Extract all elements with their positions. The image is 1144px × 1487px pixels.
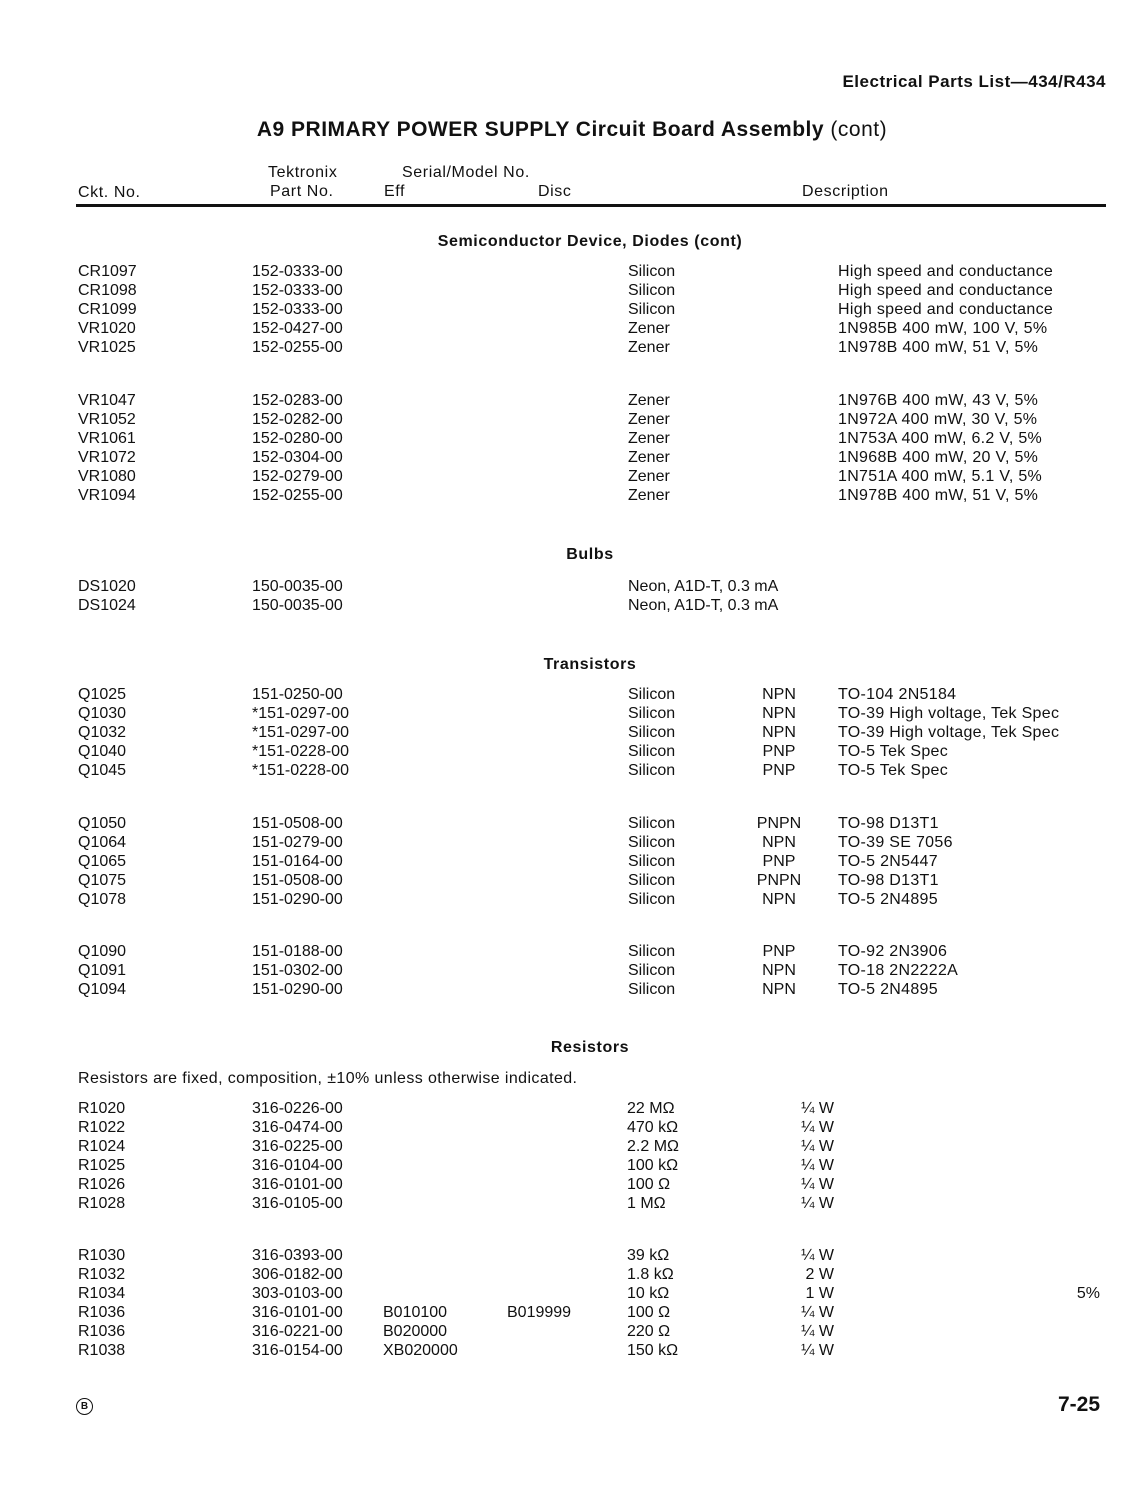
wattage: ¼ W — [801, 1247, 834, 1264]
part-no: 152-0333-00 — [252, 301, 343, 318]
part-no: 151-0508-00 — [252, 815, 343, 832]
serial-disc: B019999 — [507, 1304, 572, 1321]
value: 2.2 MΩ — [627, 1138, 679, 1155]
description: TO-5 Tek Spec — [838, 743, 949, 760]
type: Silicon — [628, 263, 676, 280]
ckt-no: Q1045 — [78, 762, 127, 779]
type: Zener — [628, 339, 670, 356]
col-serial-model: Serial/Model No. — [402, 164, 530, 181]
col-tektronix: Tektronix — [268, 164, 338, 181]
table-row — [0, 263, 1144, 282]
description: 1N968B 400 mW, 20 V, 5% — [838, 449, 1039, 466]
title-main: A9 PRIMARY POWER SUPPLY Circuit Board Assembly — [256, 118, 825, 141]
ckt-no: CR1097 — [78, 263, 137, 280]
table-row — [0, 962, 1144, 981]
description: TO-5 2N4895 — [838, 981, 938, 998]
table-row — [0, 1100, 1144, 1119]
table-row — [0, 724, 1144, 743]
description: TO-39 SE 7056 — [838, 834, 953, 851]
table-row — [0, 1304, 1144, 1323]
polarity: NPN — [762, 724, 796, 741]
tolerance: 5% — [1076, 1285, 1100, 1302]
value: 220 Ω — [627, 1323, 671, 1340]
part-no: 151-0290-00 — [252, 891, 343, 908]
part-no: 152-0282-00 — [252, 411, 343, 428]
page-number: 7-25 — [1057, 1393, 1100, 1416]
ckt-no: Q1075 — [78, 872, 127, 889]
part-no: 316-0101-00 — [252, 1176, 343, 1193]
table-row — [0, 872, 1144, 891]
value: 22 MΩ — [627, 1100, 675, 1117]
polarity: PNP — [762, 762, 796, 779]
table-row — [0, 762, 1144, 781]
ckt-no: VR1020 — [78, 320, 136, 337]
part-no: 151-0290-00 — [252, 981, 343, 998]
wattage: ¼ W — [801, 1138, 834, 1155]
type: Zener — [628, 449, 670, 466]
serial-eff: XB020000 — [383, 1342, 458, 1359]
ckt-no: DS1024 — [78, 597, 136, 614]
description: High speed and conductance — [838, 263, 1054, 280]
table-row — [0, 487, 1144, 506]
value: 150 kΩ — [627, 1342, 679, 1359]
part-no: 150-0035-00 — [252, 597, 343, 614]
ckt-no: Q1032 — [78, 724, 127, 741]
type: Zener — [628, 411, 670, 428]
table-row — [0, 1119, 1144, 1138]
section-transistors: Transistors — [543, 656, 637, 673]
section-diodes: Semiconductor Device, Diodes (cont) — [437, 233, 743, 250]
type: Zener — [628, 320, 670, 337]
col-description: Description — [802, 183, 889, 200]
header-rule — [76, 204, 1106, 207]
part-no: 152-0333-00 — [252, 263, 343, 280]
table-row — [0, 705, 1144, 724]
polarity: NPN — [762, 981, 796, 998]
type: Silicon — [628, 853, 676, 870]
ckt-no: R1030 — [78, 1247, 126, 1264]
ckt-no: R1026 — [78, 1176, 126, 1193]
part-no: 151-0250-00 — [252, 686, 343, 703]
part-no: 316-0393-00 — [252, 1247, 343, 1264]
description: 1N985B 400 mW, 100 V, 5% — [838, 320, 1048, 337]
ckt-no: R1020 — [78, 1100, 126, 1117]
value: 100 Ω — [627, 1176, 671, 1193]
ckt-no: R1038 — [78, 1342, 126, 1359]
ckt-no: R1036 — [78, 1304, 126, 1321]
table-row — [0, 1323, 1144, 1342]
wattage: ¼ W — [801, 1323, 834, 1340]
description: TO-18 2N2222A — [838, 962, 959, 979]
part-no: *151-0228-00 — [252, 743, 349, 760]
table-row — [0, 1285, 1144, 1304]
table-row — [0, 1157, 1144, 1176]
ckt-no: R1022 — [78, 1119, 126, 1136]
description: 1N753A 400 mW, 6.2 V, 5% — [838, 430, 1043, 447]
description: TO-5 2N4895 — [838, 891, 938, 908]
ckt-no: VR1061 — [78, 430, 136, 447]
ckt-no: Q1064 — [78, 834, 127, 851]
value: 1.8 kΩ — [627, 1266, 674, 1283]
ckt-no: Q1094 — [78, 981, 127, 998]
type: Zener — [628, 487, 670, 504]
wattage: 1 W — [805, 1285, 834, 1302]
polarity: PNPN — [756, 815, 802, 832]
polarity: PNPN — [756, 872, 802, 889]
description: TO-39 High voltage, Tek Spec — [838, 705, 1060, 722]
table-row — [0, 411, 1144, 430]
part-no: 152-0255-00 — [252, 339, 343, 356]
table-row — [0, 468, 1144, 487]
table-row — [0, 1342, 1144, 1361]
ckt-no: VR1094 — [78, 487, 136, 504]
wattage: ¼ W — [801, 1176, 834, 1193]
wattage: ¼ W — [801, 1100, 834, 1117]
part-no: 316-0105-00 — [252, 1195, 343, 1212]
type: Silicon — [628, 686, 676, 703]
polarity: PNP — [762, 943, 796, 960]
description: 1N976B 400 mW, 43 V, 5% — [838, 392, 1039, 409]
serial-eff: B020000 — [383, 1323, 448, 1340]
type: Silicon — [628, 834, 676, 851]
col-disc: Disc — [538, 183, 572, 200]
value: 1 MΩ — [627, 1195, 666, 1212]
ckt-no: VR1072 — [78, 449, 136, 466]
part-no: *151-0228-00 — [252, 762, 349, 779]
wattage: ¼ W — [801, 1119, 834, 1136]
description: TO-5 Tek Spec — [838, 762, 949, 779]
col-eff: Eff — [384, 183, 406, 200]
type: Silicon — [628, 962, 676, 979]
ckt-no: R1024 — [78, 1138, 126, 1155]
polarity: NPN — [762, 705, 796, 722]
part-no: 316-0474-00 — [252, 1119, 343, 1136]
table-row — [0, 449, 1144, 468]
table-row — [0, 392, 1144, 411]
type: Silicon — [628, 872, 676, 889]
table-row — [0, 981, 1144, 1000]
ckt-no: VR1080 — [78, 468, 136, 485]
wattage: ¼ W — [801, 1195, 834, 1212]
description: 1N972A 400 mW, 30 V, 5% — [838, 411, 1038, 428]
type: Silicon — [628, 282, 676, 299]
type: Zener — [628, 468, 670, 485]
part-no: *151-0297-00 — [252, 705, 349, 722]
resistor-note: Resistors are fixed, composition, ±10% unless otherwise indicated. — [78, 1070, 578, 1087]
ckt-no: DS1020 — [78, 578, 136, 595]
ckt-no: Q1090 — [78, 943, 127, 960]
table-row — [0, 853, 1144, 872]
value: 100 kΩ — [627, 1157, 679, 1174]
title-suffix: (cont) — [830, 118, 888, 141]
type: Silicon — [628, 762, 676, 779]
description: 1N978B 400 mW, 51 V, 5% — [838, 339, 1039, 356]
table-row — [0, 743, 1144, 762]
value: 10 kΩ — [627, 1285, 670, 1302]
table-row — [0, 943, 1144, 962]
serial-eff: B010100 — [383, 1304, 448, 1321]
description: Neon, A1D-T, 0.3 mA — [628, 578, 779, 595]
page-title — [0, 118, 1144, 142]
part-no: 151-0164-00 — [252, 853, 343, 870]
ckt-no: VR1025 — [78, 339, 136, 356]
table-row — [0, 301, 1144, 320]
ckt-no: Q1025 — [78, 686, 127, 703]
description: High speed and conductance — [838, 301, 1054, 318]
description: 1N751A 400 mW, 5.1 V, 5% — [838, 468, 1043, 485]
wattage: 2 W — [805, 1266, 834, 1283]
part-no: 316-0154-00 — [252, 1342, 343, 1359]
part-no: 316-0104-00 — [252, 1157, 343, 1174]
ckt-no: Q1050 — [78, 815, 127, 832]
part-no: 303-0103-00 — [252, 1285, 343, 1302]
type: Silicon — [628, 724, 676, 741]
part-no: 152-0255-00 — [252, 487, 343, 504]
description: TO-92 2N3906 — [838, 943, 948, 960]
part-no: 316-0226-00 — [252, 1100, 343, 1117]
polarity: NPN — [762, 686, 796, 703]
table-row — [0, 1195, 1144, 1214]
table-row — [0, 815, 1144, 834]
polarity: PNP — [762, 853, 796, 870]
ckt-no: Q1078 — [78, 891, 127, 908]
ckt-no: CR1099 — [78, 301, 137, 318]
part-no: 306-0182-00 — [252, 1266, 343, 1283]
table-row — [0, 578, 1144, 597]
ckt-no: VR1052 — [78, 411, 136, 428]
ckt-no: Q1065 — [78, 853, 127, 870]
type: Silicon — [628, 891, 676, 908]
polarity: NPN — [762, 891, 796, 908]
table-row — [0, 891, 1144, 910]
description: Neon, A1D-T, 0.3 mA — [628, 597, 779, 614]
part-no: 316-0225-00 — [252, 1138, 343, 1155]
ckt-no: R1025 — [78, 1157, 126, 1174]
col-part-no: Part No. — [270, 183, 334, 200]
table-row — [0, 686, 1144, 705]
part-no: 152-0279-00 — [252, 468, 343, 485]
part-no: 152-0333-00 — [252, 282, 343, 299]
table-row — [0, 1247, 1144, 1266]
ckt-no: R1028 — [78, 1195, 126, 1212]
table-row — [0, 1266, 1144, 1285]
table-row — [0, 282, 1144, 301]
ckt-no: Q1091 — [78, 962, 127, 979]
polarity: NPN — [762, 834, 796, 851]
polarity: PNP — [762, 743, 796, 760]
table-row — [0, 1176, 1144, 1195]
part-no: 152-0427-00 — [252, 320, 343, 337]
table-row — [0, 1138, 1144, 1157]
description: TO-104 2N5184 — [838, 686, 957, 703]
ckt-no: Q1030 — [78, 705, 127, 722]
table-row — [0, 834, 1144, 853]
value: 470 kΩ — [627, 1119, 679, 1136]
part-no: 152-0304-00 — [252, 449, 343, 466]
revision-mark: B — [76, 1398, 93, 1415]
value: 39 kΩ — [627, 1247, 670, 1264]
description: 1N978B 400 mW, 51 V, 5% — [838, 487, 1039, 504]
ckt-no: R1034 — [78, 1285, 126, 1302]
type: Silicon — [628, 815, 676, 832]
part-no: *151-0297-00 — [252, 724, 349, 741]
part-no: 316-0101-00 — [252, 1304, 343, 1321]
part-no: 152-0283-00 — [252, 392, 343, 409]
description: TO-39 High voltage, Tek Spec — [838, 724, 1060, 741]
ckt-no: R1032 — [78, 1266, 126, 1283]
value: 100 Ω — [627, 1304, 671, 1321]
type: Silicon — [628, 981, 676, 998]
part-no: 151-0302-00 — [252, 962, 343, 979]
description: TO-5 2N5447 — [838, 853, 938, 870]
type: Silicon — [628, 943, 676, 960]
part-no: 316-0221-00 — [252, 1323, 343, 1340]
polarity: NPN — [762, 962, 796, 979]
part-no: 152-0280-00 — [252, 430, 343, 447]
ckt-no: VR1047 — [78, 392, 136, 409]
running-title: Electrical Parts List—434/R434 — [842, 72, 1106, 91]
part-no: 151-0508-00 — [252, 872, 343, 889]
ckt-no: R1036 — [78, 1323, 126, 1340]
table-row — [0, 339, 1144, 358]
type: Zener — [628, 392, 670, 409]
ckt-no: Q1040 — [78, 743, 127, 760]
table-row — [0, 320, 1144, 339]
description: TO-98 D13T1 — [838, 872, 939, 889]
type: Silicon — [628, 705, 676, 722]
table-row — [0, 430, 1144, 449]
type: Silicon — [628, 743, 676, 760]
description: High speed and conductance — [838, 282, 1054, 299]
part-no: 151-0279-00 — [252, 834, 343, 851]
type: Silicon — [628, 301, 676, 318]
wattage: ¼ W — [801, 1342, 834, 1359]
wattage: ¼ W — [801, 1304, 834, 1321]
type: Zener — [628, 430, 670, 447]
col-ckt-no: Ckt. No. — [78, 184, 141, 201]
section-resistors: Resistors — [550, 1039, 630, 1056]
wattage: ¼ W — [801, 1157, 834, 1174]
part-no: 150-0035-00 — [252, 578, 343, 595]
section-bulbs: Bulbs — [566, 546, 614, 563]
ckt-no: CR1098 — [78, 282, 137, 299]
description: TO-98 D13T1 — [838, 815, 939, 832]
table-row — [0, 597, 1144, 616]
part-no: 151-0188-00 — [252, 943, 343, 960]
